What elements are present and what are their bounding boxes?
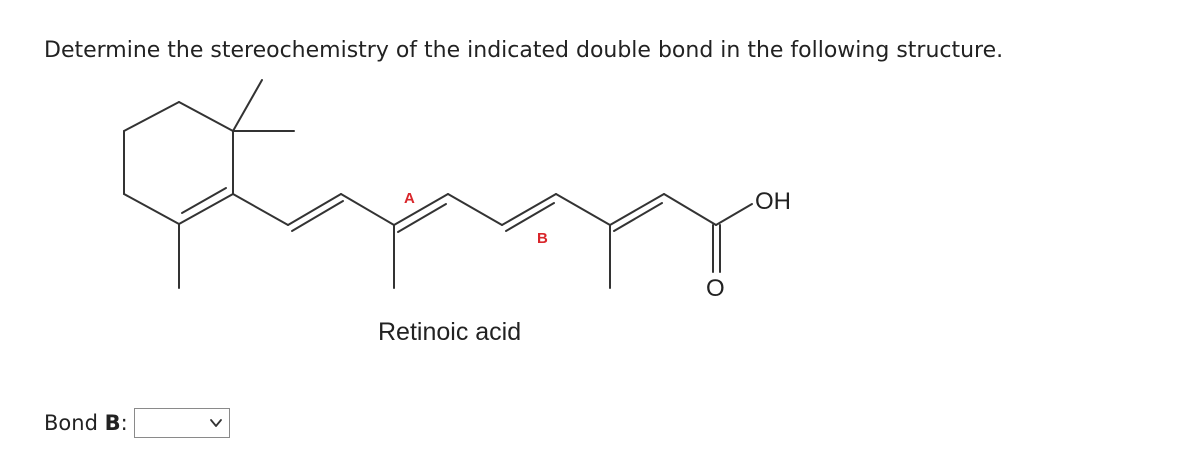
carbonyl-oxygen-label: O	[706, 275, 725, 302]
double-bond-c	[610, 194, 664, 225]
bond-label-a: A	[404, 190, 415, 207]
hydroxyl-bond	[716, 204, 752, 225]
double-bond-b	[502, 194, 556, 225]
chain-bond	[233, 194, 288, 225]
molecule-name: Retinoic acid	[378, 318, 522, 346]
hydroxyl-label: OH	[755, 188, 791, 215]
double-bond-a	[394, 194, 448, 225]
double-bond-c-inner	[614, 203, 662, 231]
stereochemistry-select[interactable]	[134, 408, 230, 438]
ring-bond	[179, 102, 233, 131]
answer-label-prefix: Bond	[44, 411, 105, 435]
chain-double-bond	[288, 194, 341, 225]
answer-row	[44, 408, 230, 438]
chevron-down-icon	[209, 416, 223, 430]
methyl-bond	[233, 80, 262, 131]
chain-bond	[341, 194, 394, 225]
answer-label-suffix: :	[120, 411, 128, 435]
chain-double-bond-inner	[292, 201, 343, 231]
chain-bond	[448, 194, 502, 225]
answer-label-bond: B	[104, 411, 121, 435]
ring-bond	[124, 194, 179, 224]
ring-bond	[124, 102, 179, 131]
chain-bond	[556, 194, 610, 225]
chain-bond	[664, 194, 716, 225]
double-bond-b-inner	[506, 203, 554, 231]
bond-label-b: B	[537, 230, 548, 247]
question-text: Determine the stereochemistry of the indicated double bond in the following structure.	[44, 38, 1004, 63]
answer-label	[44, 411, 128, 435]
